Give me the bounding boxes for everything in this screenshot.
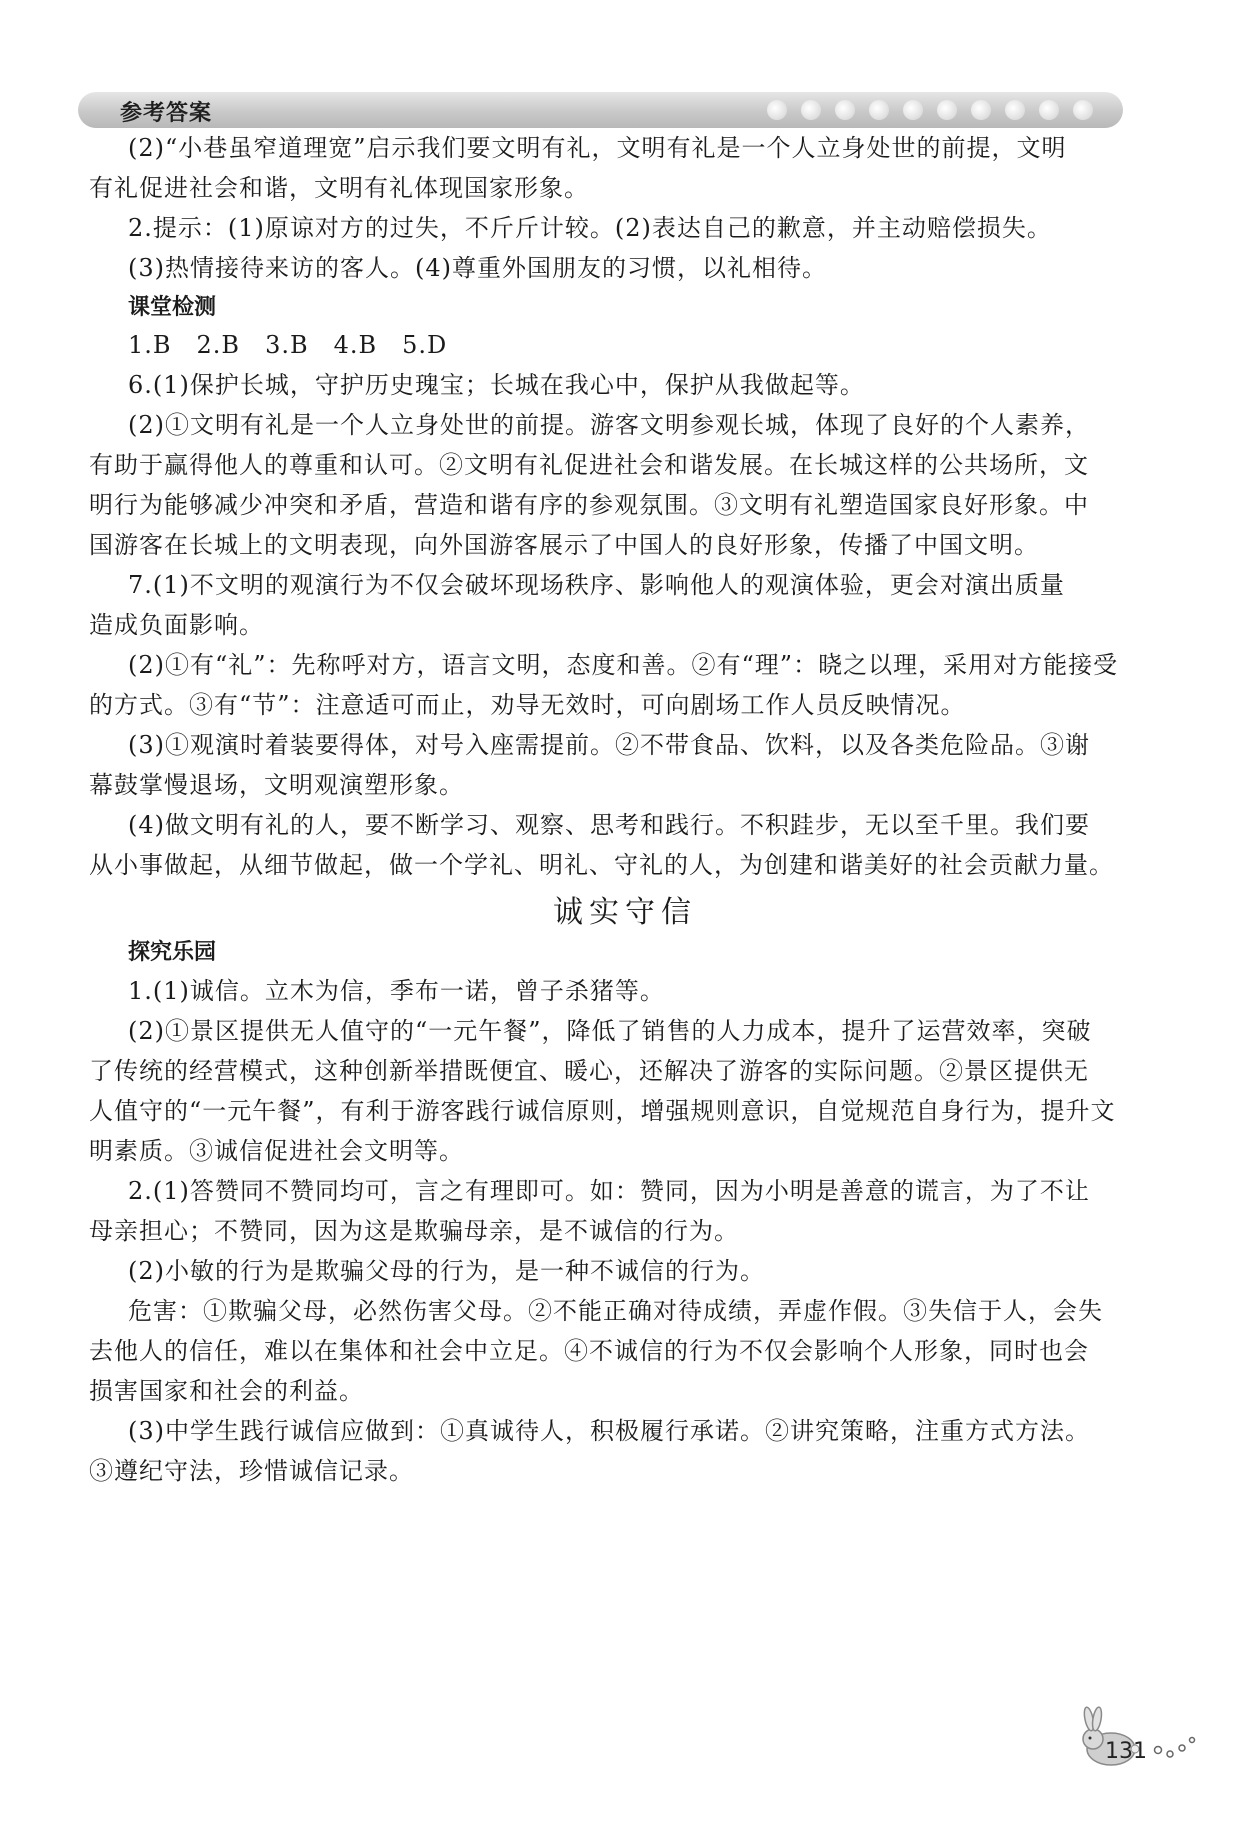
text-line: 去他人的信任，难以在集体和社会中立足。④不诚信的行为不仅会影响个人形象，同时也会 [89, 1337, 1089, 1365]
text-line: (2)小敏的行为是欺骗父母的行为，是一种不诚信的行为。 [128, 1257, 765, 1285]
section-heading-explore-garden: 探究乐园 [128, 940, 217, 965]
text-line: 国游客在长城上的文明表现，向外国游客展示了中国人的良好形象，传播了中国文明。 [89, 531, 1039, 559]
text-line: ③遵纪守法，珍惜诚信记录。 [89, 1457, 414, 1485]
text-line: (2)①景区提供无人值守的“一元午餐”，降低了销售的人力成本，提升了运营效率，突破 [128, 1017, 1092, 1045]
text-line: (3)①观演时着装要得体，对号入座需提前。②不带食品、饮料，以及各类危险品。③谢 [128, 731, 1090, 759]
footer-dots-decoration [1150, 1730, 1210, 1760]
text-line: 人值守的“一元午餐”，有利于游客践行诚信原则，增强规则意识，自觉规范自身行为，提升文 [89, 1097, 1116, 1125]
header-label: 参考答案 [120, 101, 213, 126]
text-line: 危害：①欺骗父母，必然伤害父母。②不能正确对待成绩，弄虚作假。③失信于人，会失 [128, 1297, 1103, 1325]
text-line: 了传统的经营模式，这种创新举措既便宜、暖心，还解决了游客的实际问题。②景区提供无 [89, 1057, 1089, 1085]
text-line: (2)①文明有礼是一个人立身处世的前提。游客文明参观长城，体现了良好的个人素养， [128, 411, 1090, 439]
text-line: 2.(1)答赞同不赞同均可，言之有理即可。如：赞同，因为小明是善意的谎言，为了不让 [128, 1177, 1090, 1205]
text-line: (4)做文明有礼的人，要不断学习、观察、思考和践行。不积跬步，无以至千里。我们要 [128, 811, 1090, 839]
text-line: (2)“小巷虽窄道理宽”启示我们要文明有礼，文明有礼是一个人立身处世的前提，文明 [128, 134, 1067, 162]
text-line: 有助于赢得他人的尊重和认可。②文明有礼促进社会和谐发展。在长城这样的公共场所，文 [89, 451, 1089, 479]
text-line: 1.B 2.B 3.B 4.B 5.D [128, 331, 448, 359]
text-line: 明素质。③诚信促进社会文明等。 [89, 1137, 464, 1165]
text-line: (2)①有“礼”：先称呼对方，语言文明，态度和善。②有“理”：晓之以理，采用对方能接受 [128, 651, 1119, 679]
page-number: 131 [1105, 1739, 1147, 1764]
text-line: 造成负面影响。 [89, 611, 264, 639]
text-line: 6.(1)保护长城，守护历史瑰宝；长城在我心中，保护从我做起等。 [128, 371, 865, 399]
text-line: 7.(1)不文明的观演行为不仅会破坏现场秩序、影响他人的观演体验，更会对演出质量 [128, 571, 1065, 599]
text-line: (3)热情接待来访的客人。(4)尊重外国朋友的习惯，以礼相待。 [128, 254, 827, 282]
text-line: 的方式。③有“节”：注意适可而止，劝导无效时，可向剧场工作人员反映情况。 [89, 691, 966, 719]
text-line: 幕鼓掌慢退场，文明观演塑形象。 [89, 771, 464, 799]
section-title: 诚实守信 [553, 895, 697, 930]
text-line: 损害国家和社会的利益。 [89, 1377, 364, 1405]
text-line: (3)中学生践行诚信应做到：①真诚待人，积极履行承诺。②讲究策略，注重方式方法。 [128, 1417, 1090, 1445]
text-line: 1.(1)诚信。立木为信，季布一诺，曾子杀猪等。 [128, 977, 665, 1005]
section-heading-classroom-check: 课堂检测 [128, 295, 217, 320]
text-line: 从小事做起，从细节做起，做一个学礼、明礼、守礼的人，为创建和谐美好的社会贡献力量。 [89, 851, 1114, 879]
text-line: 有礼促进社会和谐，文明有礼体现国家形象。 [89, 174, 589, 202]
text-line: 明行为能够减少冲突和矛盾，营造和谐有序的参观氛围。③文明有礼塑造国家良好形象。中 [89, 491, 1089, 519]
text-line: 母亲担心；不赞同，因为这是欺骗母亲，是不诚信的行为。 [89, 1217, 739, 1245]
text-line: 2.提示：(1)原谅对方的过失，不斤斤计较。(2)表达自己的歉意，并主动赔偿损失。 [128, 214, 1052, 242]
